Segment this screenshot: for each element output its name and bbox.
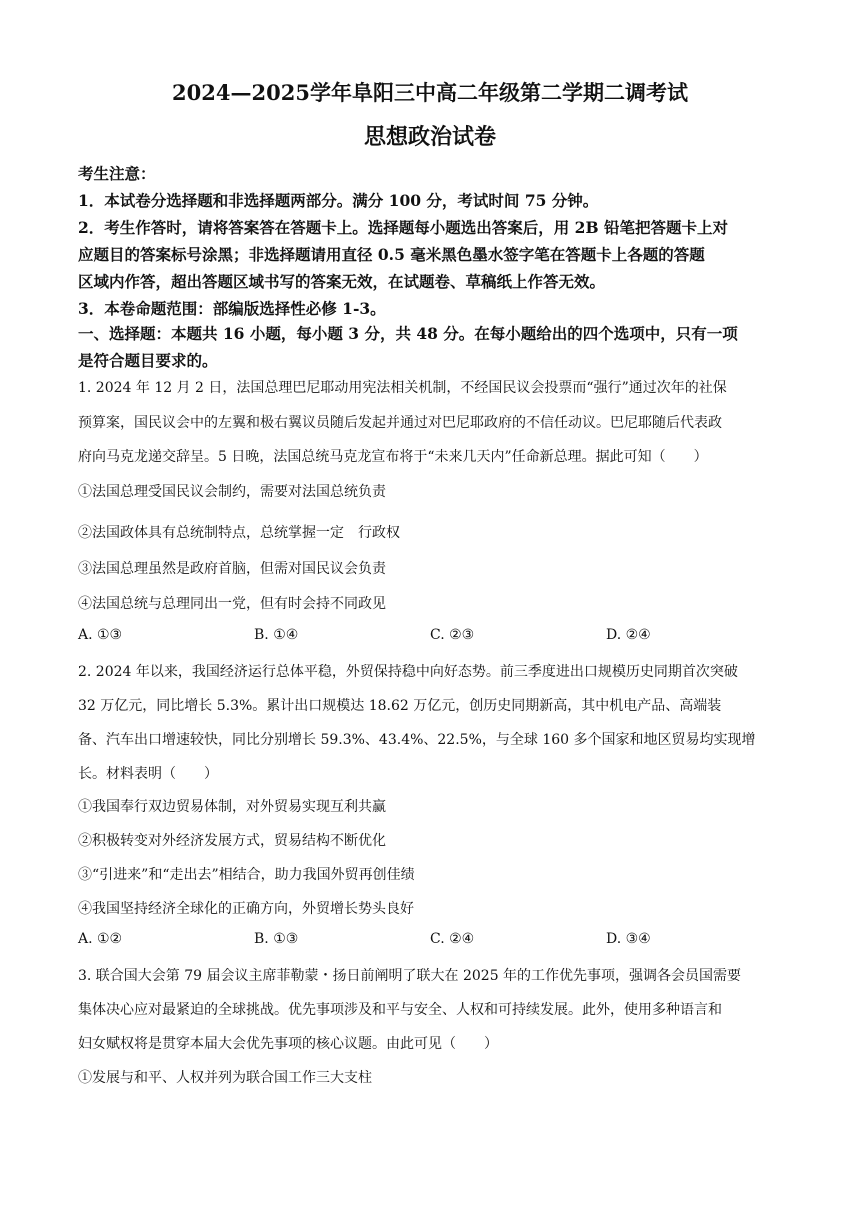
question-1-statement: ④法国总统与总理同出一党，但有时会持不同政见 xyxy=(78,596,386,612)
question-2-stem: 备、汽车出口增速较快，同比分别增长 59.3%、43.4%、22.5%，与全球 160 多个国家和地区贸易均实现增 xyxy=(78,732,756,748)
question-1-statement: ③法国总理虽然是政府首脑，但需对国民议会负责 xyxy=(78,561,386,577)
section-heading: 一、选择题：本题共 16 小题，每小题 3 分，共 48 分。在每小题给出的四个选项中，只有一项 xyxy=(78,324,738,343)
question-1-option-c: C. ②③ xyxy=(430,627,475,643)
question-1-option-b: B. ①④ xyxy=(254,627,299,643)
question-1-stem: 1. 2024 年 12 月 2 日，法国总理巴尼耶动用宪法相关机制，不经国民议会投票而“强行”通过次年的社保 xyxy=(78,380,727,396)
notice-line: 区域内作答，超出答题区域书写的答案无效，在试题卷、草稿纸上作答无效。 xyxy=(78,272,606,291)
question-2-option-d: D. ③④ xyxy=(606,931,651,947)
exam-subtitle: 思想政治试卷 xyxy=(363,124,496,150)
question-2-option-a: A. ①② xyxy=(78,931,123,947)
question-2-statement: ④我国坚持经济全球化的正确方向，外贸增长势头良好 xyxy=(78,901,414,917)
question-3-stem: 集体决心应对最紧迫的全球挑战。优先事项涉及和平与安全、人权和可持续发展。此外，使用多种语言和 xyxy=(78,1002,722,1018)
question-2-statement: ②积极转变对外经济发展方式，贸易结构不断优化 xyxy=(78,833,386,849)
question-3-stem: 3. 联合国大会第 79 届会议主席菲勒蒙・扬日前阐明了联大在 2025 年的工作优先事项，强调各会员国需要 xyxy=(78,968,742,984)
question-1-stem: 府向马克龙递交辞呈。5 日晚，法国总统马克龙宣布将于“未来几天内”任命新总理。据此可知（ ） xyxy=(78,449,708,465)
question-3-statement: ①发展与和平、人权并列为联合国工作三大支柱 xyxy=(78,1070,372,1086)
notice-line: 3．本卷命题范围：部编版选择性必修 1-3。 xyxy=(78,299,386,318)
question-1-option-a: A. ①③ xyxy=(78,627,123,643)
question-1-statement: ②法国政体具有总统制特点，总统掌握一定 行政权 xyxy=(78,525,400,541)
notice-line: 2．考生作答时，请将答案答在答题卡上。选择题每小题选出答案后，用 2B 铅笔把答题卡上对 xyxy=(78,218,728,237)
question-2-stem: 32 万亿元，同比增长 5.3%。累计出口规模达 18.62 万亿元，创历史同期新高，其中机电产品、高端装 xyxy=(78,698,722,714)
question-2-stem: 长。材料表明（ ） xyxy=(78,766,218,782)
question-1-option-d: D. ②④ xyxy=(606,627,651,643)
question-1-stem: 预算案，国民议会中的左翼和极右翼议员随后发起并通过对巴尼耶政府的不信任动议。巴尼耶随后代表政 xyxy=(78,415,722,431)
exam-title: 2024—2025学年阜阳三中高二年级第二学期二调考试 xyxy=(172,80,688,105)
notice-line: 应题目的答案标号涂黑；非选择题请用直径 0.5 毫米黑色墨水签字笔在答题卡上各题的答题 xyxy=(78,245,705,264)
notice-heading: 考生注意： xyxy=(78,164,156,183)
section-heading: 是符合题目要求的。 xyxy=(78,351,218,370)
notice-line: 1．本试卷分选择题和非选择题两部分。满分 100 分，考试时间 75 分钟。 xyxy=(78,191,599,210)
question-2-option-c: C. ②④ xyxy=(430,931,475,947)
question-2-statement: ③“引进来”和“走出去”相结合，助力我国外贸再创佳绩 xyxy=(78,867,415,883)
question-2-statement: ①我国奉行双边贸易体制，对外贸易实现互利共赢 xyxy=(78,799,386,815)
question-2-stem: 2. 2024 年以来，我国经济运行总体平稳，外贸保持稳中向好态势。前三季度进出口规模历史同期首次突破 xyxy=(78,664,738,680)
question-3-stem: 妇女赋权将是贯穿本届大会优先事项的核心议题。由此可见（ ） xyxy=(78,1036,498,1052)
question-2-option-b: B. ①③ xyxy=(254,931,299,947)
question-1-statement: ①法国总理受国民议会制约，需要对法国总统负责 xyxy=(78,484,386,500)
